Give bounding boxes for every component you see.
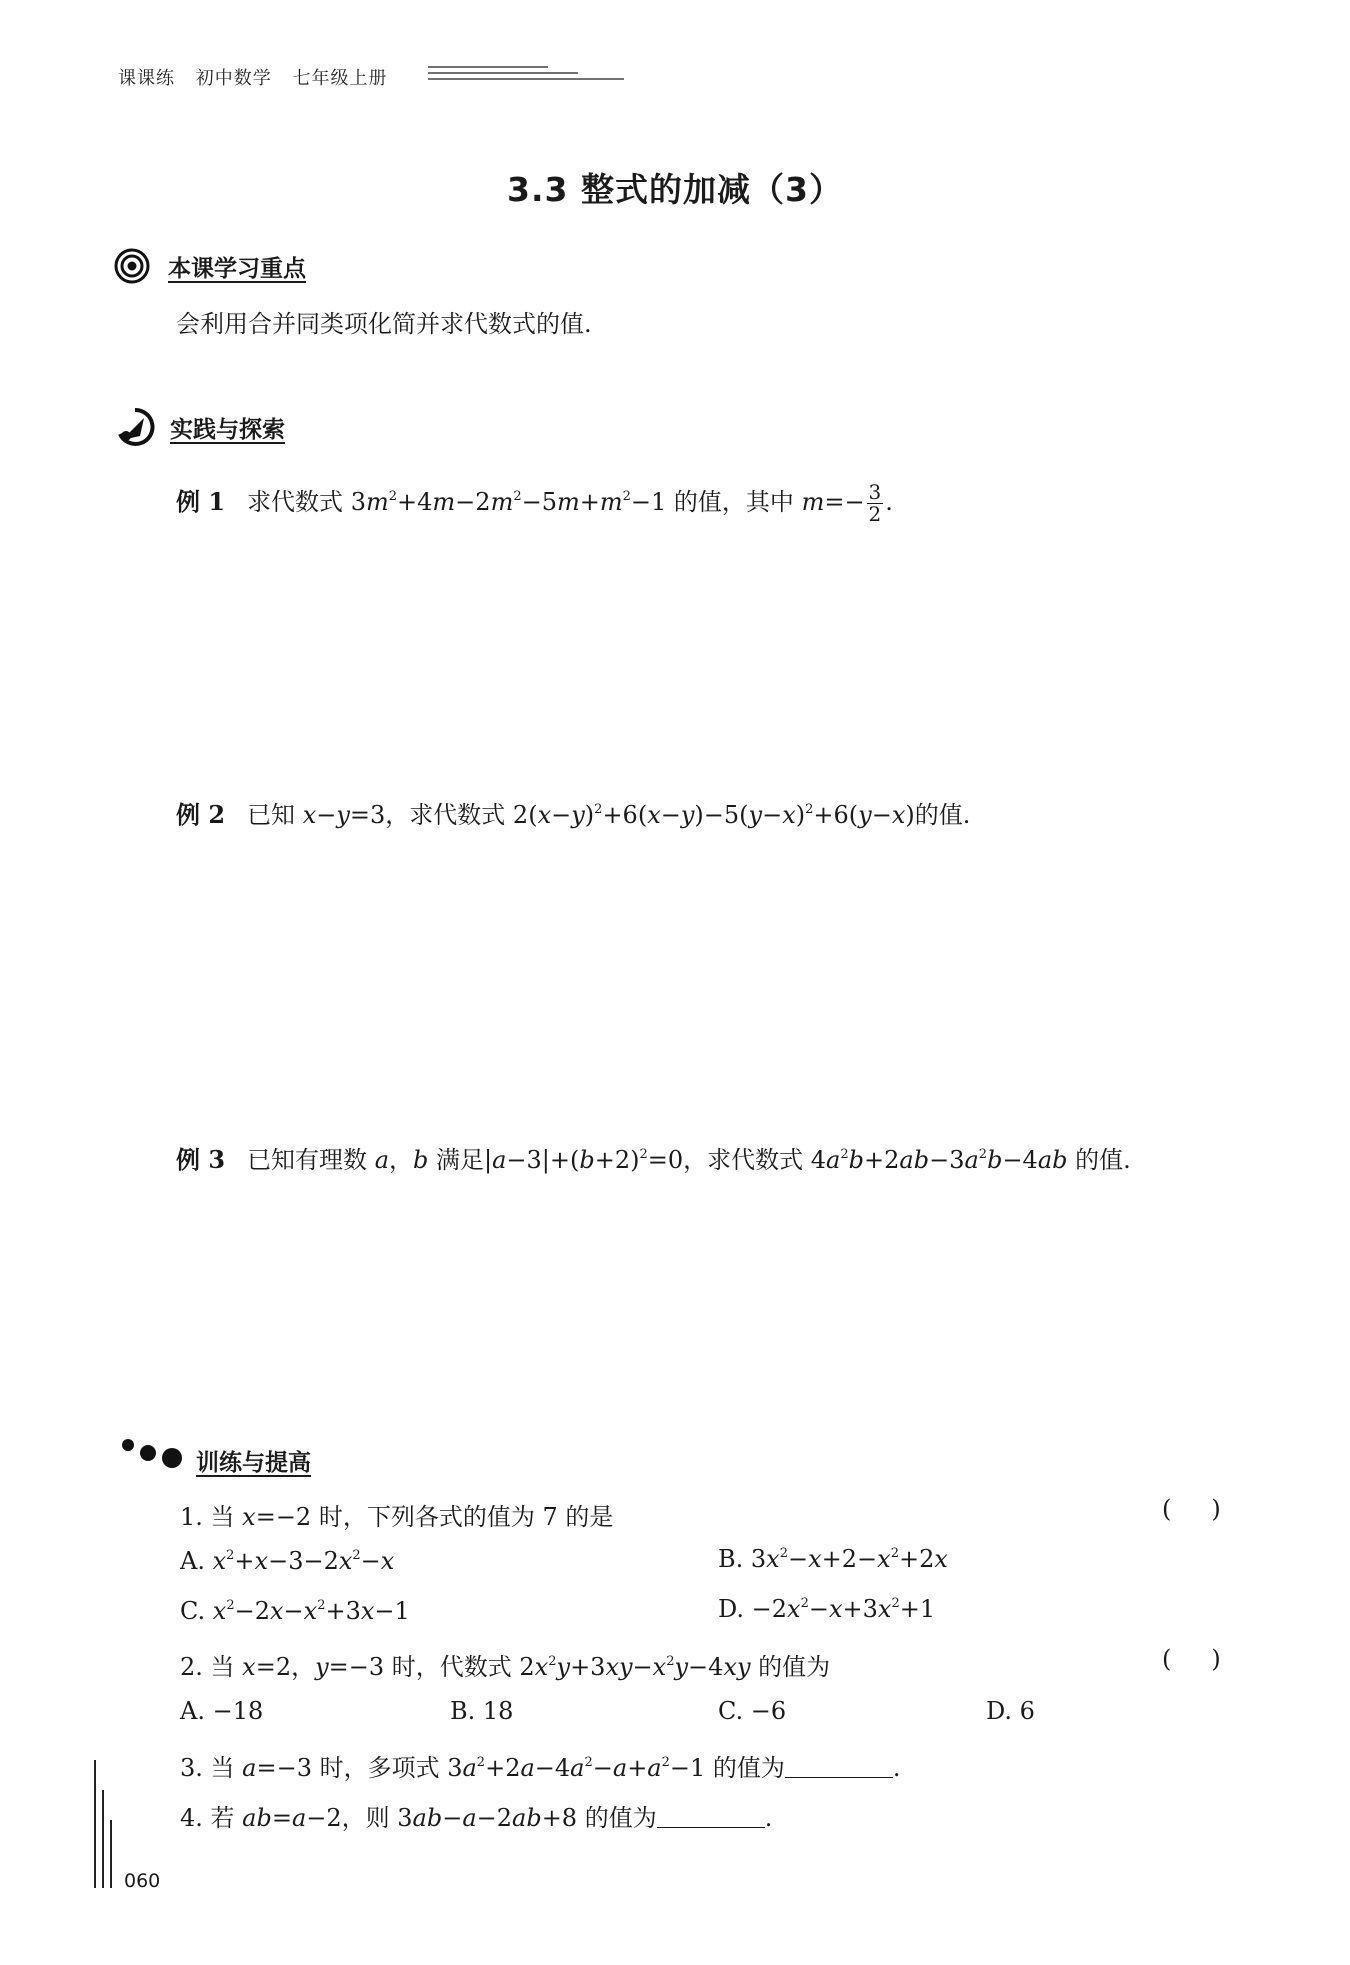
question-2-stem: 2. 当 x=2，y=−3 时，代数式 $2x^2y+3xy-x^2y-4xy$ 的值为 <box>180 1653 831 1681</box>
example-1-text: 求代数式 $3m^2+4m-2m^2-5m+m^2-1$ 的值，其中 m=− $\frac{3}{2}$ . <box>247 480 893 526</box>
example-2 <box>176 795 970 830</box>
question-1-option-b: B. $3x^2-x+2-x^2+2x$ <box>718 1545 948 1573</box>
section-heading-practice: 实践与探索 <box>170 417 285 443</box>
grade-name: 七年级上册 <box>292 68 388 89</box>
running-header <box>118 64 387 90</box>
question-2-answer-paren: () <box>1162 1645 1261 1673</box>
example-3-text: 已知有理数 a，b 满足$|a-3|+(b+2)^2=0$，求代数式 $4a^2b+2ab-3a^2b-4ab$ 的值. <box>247 1146 1131 1174</box>
example-3-label: 例 3 <box>176 1145 226 1174</box>
target-icon <box>114 248 150 284</box>
question-2-option-d: D. 6 <box>986 1697 1035 1725</box>
example-3 <box>176 1140 1131 1175</box>
section-heading-training: 训练与提高 <box>196 1450 311 1476</box>
question-1-option-d: D. $-2x^2-x+3x^2+1$ <box>718 1595 936 1623</box>
question-2-option-b: B. 18 <box>450 1697 514 1725</box>
question-3: 3. 当 a=−3 时，多项式 $3a^2+2a-4a^2-a+a^2-1$ 的值为 . <box>180 1754 901 1782</box>
question-2-option-c: C. −6 <box>718 1697 787 1725</box>
page-title: 3.3 整式的加减（3） <box>507 170 843 209</box>
page-number: 060 <box>124 1870 161 1892</box>
question-4-answer-blank[interactable] <box>657 1805 765 1828</box>
section-heading-focus: 本课学习重点 <box>168 256 306 282</box>
question-2-option-a: A. −18 <box>180 1697 264 1725</box>
fraction-three-halves: $\frac{3}{2}$ <box>868 480 882 526</box>
subject-name: 初中数学 <box>195 68 272 89</box>
dots-icon <box>120 1436 196 1470</box>
question-1-answer-paren: () <box>1162 1495 1261 1523</box>
compass-icon <box>114 406 156 448</box>
question-3-answer-blank[interactable] <box>785 1755 893 1778</box>
question-1-option-c: C. $x^2-2x-x^2+3x-1$ <box>180 1597 410 1625</box>
example-1-label: 例 1 <box>176 487 226 516</box>
question-1-option-a: A. $x^2+x-3-2x^2-x$ <box>180 1547 395 1575</box>
example-2-text: 已知 x−y=3，求代数式 $2(x-y)^2+6(x-y)-5(y-x)^2+6(y-x)$的值. <box>247 801 971 829</box>
example-1 <box>176 482 893 525</box>
question-1-stem: 1. 当 x=−2 时，下列各式的值为 7 的是 <box>180 1503 614 1531</box>
example-2-label: 例 2 <box>176 800 226 829</box>
book-name: 课课练 <box>118 68 175 89</box>
question-4: 4. 若 ab=a−2，则 3ab−a−2ab+8 的值为 . <box>180 1804 773 1832</box>
header-lines-decoration <box>428 64 628 84</box>
footer-bars-decoration <box>92 1760 122 1890</box>
focus-text: 会利用合并同类项化简并求代数式的值. <box>176 310 592 338</box>
